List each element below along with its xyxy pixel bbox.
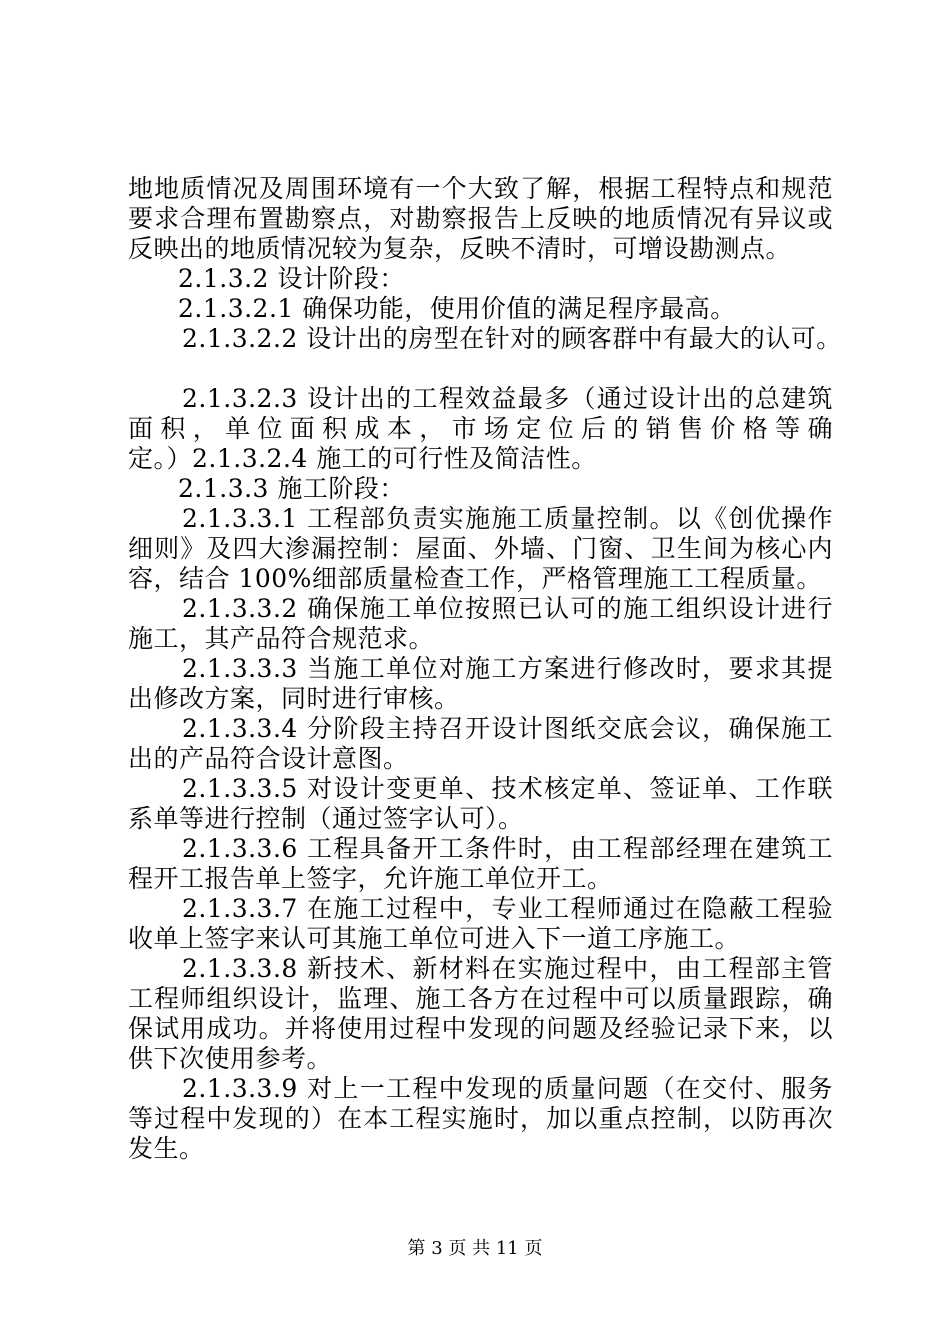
paragraph-line: 系单等进行控制（通过签字认可）。 xyxy=(128,804,524,833)
paragraph-line: 施工，其产品符合规范求。 xyxy=(128,624,435,653)
item-2-1-3-3-8: 2.1.3.3.8 新技术、新材料在实施过程中，由工程部主管 xyxy=(182,954,833,983)
item-2-1-3-2-1: 2.1.3.2.1 确保功能，使用价值的满足程序最高。 xyxy=(178,294,736,323)
paragraph-line: 出的产品符合设计意图。 xyxy=(128,744,409,773)
item-2-1-3-3-5: 2.1.3.3.5 对设计变更单、技术核定单、签证单、工作联 xyxy=(182,774,833,803)
item-2-1-3-2-4: 定。）2.1.3.2.4 施工的可行性及简洁性。 xyxy=(128,444,597,473)
section-heading-2-1-3-2: 2.1.3.2 设计阶段： xyxy=(178,264,405,293)
section-heading-2-1-3-3: 2.1.3.3 施工阶段： xyxy=(178,474,405,503)
item-2-1-3-3-3: 2.1.3.3.3 当施工单位对施工方案进行修改时，要求其提 xyxy=(182,654,833,683)
paragraph-line: 要求合理布置勘察点，对勘察报告上反映的地质情况有异议或 xyxy=(128,204,833,233)
document-body xyxy=(128,174,842,1164)
paragraph-line: 程开工报告单上签字，允许施工单位开工。 xyxy=(128,864,613,893)
paragraph-line: 地地质情况及周围环境有一个大致了解，根据工程特点和规范 xyxy=(128,174,833,203)
paragraph-line: 供下次使用参考。 xyxy=(128,1044,333,1073)
paragraph-line: 反映出的地质情况较为复杂，反映不清时，可增设勘测点。 xyxy=(128,234,792,263)
item-2-1-3-3-7: 2.1.3.3.7 在施工过程中，专业工程师通过在隐蔽工程验 xyxy=(182,894,833,923)
paragraph-line: 等过程中发现的）在本工程实施时，加以重点控制，以防再次 xyxy=(128,1104,833,1133)
paragraph-line: 细则》及四大渗漏控制：屋面、外墙、门窗、卫生间为核心内 xyxy=(128,534,833,563)
item-2-1-3-3-1: 2.1.3.3.1 工程部负责实施施工质量控制。以《创优操作 xyxy=(182,504,833,533)
item-2-1-3-3-2: 2.1.3.3.2 确保施工单位按照已认可的施工组织设计进行 xyxy=(182,594,833,623)
paragraph-line: 收单上签字来认可其施工单位可进入下一道工序施工。 xyxy=(128,924,741,953)
paragraph-line: 面积，单位面积成本，市场定位后的销售价格等确 xyxy=(128,414,833,443)
blank-line xyxy=(128,354,833,384)
paragraph-line: 容，结合 100%细部质量检查工作，严格管理施工工程质量。 xyxy=(128,564,822,593)
item-2-1-3-2-3: 2.1.3.2.3 设计出的工程效益最多（通过设计出的总建筑 xyxy=(182,384,833,413)
paragraph-line: 发生。 xyxy=(128,1134,205,1163)
item-2-1-3-2-2: 2.1.3.2.2 设计出的房型在针对的顾客群中有最大的认可。 xyxy=(182,324,842,353)
item-2-1-3-3-6: 2.1.3.3.6 工程具备开工条件时，由工程部经理在建筑工 xyxy=(182,834,833,863)
paragraph-line: 出修改方案，同时进行审核。 xyxy=(128,684,460,713)
paragraph-line: 保试用成功。并将使用过程中发现的问题及经验记录下来，以 xyxy=(128,1014,833,1043)
page-footer: 第 3 页 共 11 页 xyxy=(407,1238,543,1259)
item-2-1-3-3-4: 2.1.3.3.4 分阶段主持召开设计图纸交底会议，确保施工 xyxy=(182,714,833,743)
item-2-1-3-3-9: 2.1.3.3.9 对上一工程中发现的质量问题（在交付、服务 xyxy=(182,1074,833,1103)
paragraph-line: 工程师组织设计，监理、施工各方在过程中可以质量跟踪，确 xyxy=(128,984,833,1013)
